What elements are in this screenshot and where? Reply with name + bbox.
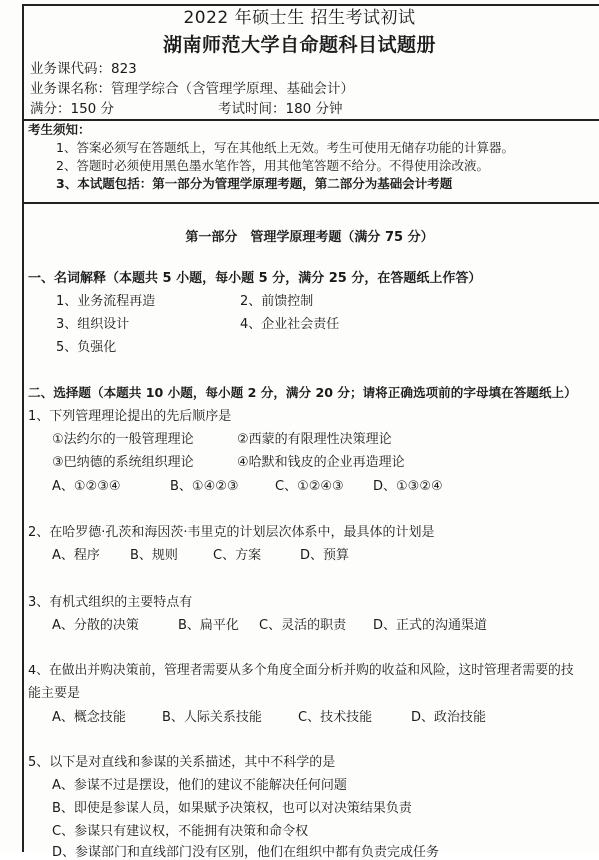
notice-item-1: 1、答案必须写在答题纸上，写在其他纸上无效。考生可使用无储存功能的计算器。 (56, 140, 514, 155)
q1-option-a: A、①②③④ (52, 479, 121, 494)
notice-heading: 考生须知： (28, 122, 91, 137)
q3-option-c: C、灵活的职责 (259, 618, 347, 633)
q1-option-d: D、①③②④ (373, 479, 443, 494)
q4-option-b: B、人际关系技能 (162, 710, 262, 725)
q5-stem: 5、以下是对直线和参谋的关系描述，其中不科学的是 (28, 755, 336, 770)
term-5: 5、负强化 (56, 340, 117, 355)
q1-item-4: ④哈默和钱皮的企业再造理论 (237, 455, 405, 470)
q4-option-d: D、政治技能 (411, 710, 487, 725)
q2-option-b: B、规则 (130, 548, 178, 563)
q5-option-d: D、参谋部门和直线部门没有区别，他们在组织中都有负责完成任务 (52, 845, 440, 860)
exam-time: 考试时间：180 分钟 (218, 101, 343, 117)
full-score: 满分：150 分 (30, 101, 115, 117)
q2-option-c: C、方案 (213, 548, 262, 563)
q3-option-d: D、正式的沟通渠道 (373, 618, 488, 633)
course-code: 业务课代码：823 (30, 61, 137, 77)
course-name: 业务课名称：管理学综合（含管理学原理、基础会计） (30, 81, 354, 97)
q5-option-b: B、即使是参谋人员，如果赋予决策权，也可以对决策结果负责 (52, 801, 412, 816)
section2-heading: 二、选择题（本题共 10 小题，每小题 2 分，满分 20 分；请将正确选项前的字母填在答题纸上） (28, 385, 577, 400)
q2-option-a: A、程序 (52, 548, 100, 563)
term-2: 2、前馈控制 (240, 294, 314, 309)
exam-title-line1: 2022 年硕士生 招生考试初试 (183, 8, 416, 28)
left-border (22, 4, 24, 852)
exam-title-line2: 湖南师范大学自命题科目试题册 (162, 34, 436, 56)
q2-option-d: D、预算 (300, 548, 350, 563)
q1-item-1: ①法约尔的一般管理理论 (52, 432, 194, 447)
q3-stem: 3、有机式组织的主要特点有 (28, 595, 193, 610)
term-1: 1、业务流程再造 (56, 294, 156, 309)
term-3: 3、组织设计 (56, 317, 130, 332)
q4-stem-line1: 4、在做出并购决策前，管理者需要从多个角度全面分析并购的收益和风险，这时管理者需要的技 (28, 663, 574, 678)
q3-option-a: A、分散的决策 (52, 618, 139, 633)
top-border (22, 4, 599, 6)
q1-item-3: ③巴纳德的系统组织理论 (52, 455, 194, 470)
q1-option-c: C、①②④③ (275, 479, 344, 494)
q1-stem: 1、下列管理理论提出的先后顺序是 (28, 409, 232, 424)
q4-option-a: A、概念技能 (52, 710, 126, 725)
q5-option-c: C、参谋只有建议权，不能拥有决策和命令权 (52, 824, 309, 839)
notice-divider (22, 202, 599, 204)
q3-option-b: B、扁平化 (178, 618, 239, 633)
q4-option-c: C、技术技能 (298, 710, 373, 725)
notice-item-2: 2、答题时必须使用黑色墨水笔作答，用其他笔答题不给分。不得使用涂改液。 (56, 158, 489, 173)
header-divider (22, 119, 599, 121)
notice-item-3: 3、本试题包括：第一部分为管理学原理考题，第二部分为基础会计考题 (56, 176, 453, 191)
q1-option-b: B、①④②③ (170, 479, 239, 494)
q1-item-2: ②西蒙的有限理性决策理论 (237, 432, 392, 447)
term-4: 4、企业社会责任 (240, 317, 340, 332)
q4-stem-line2: 能主要是 (28, 686, 81, 701)
q2-stem: 2、在哈罗德·孔茨和海因茨·韦里克的计划层次体系中，最具体的计划是 (28, 525, 435, 540)
section1-heading: 一、名词解释（本题共 5 小题，每小题 5 分，满分 25 分，在答题纸上作答） (28, 271, 482, 286)
q5-option-a: A、参谋不过是摆设，他们的建议不能解决任何问题 (52, 778, 347, 793)
part1-title: 第一部分 管理学原理考题（满分 75 分） (185, 230, 434, 245)
